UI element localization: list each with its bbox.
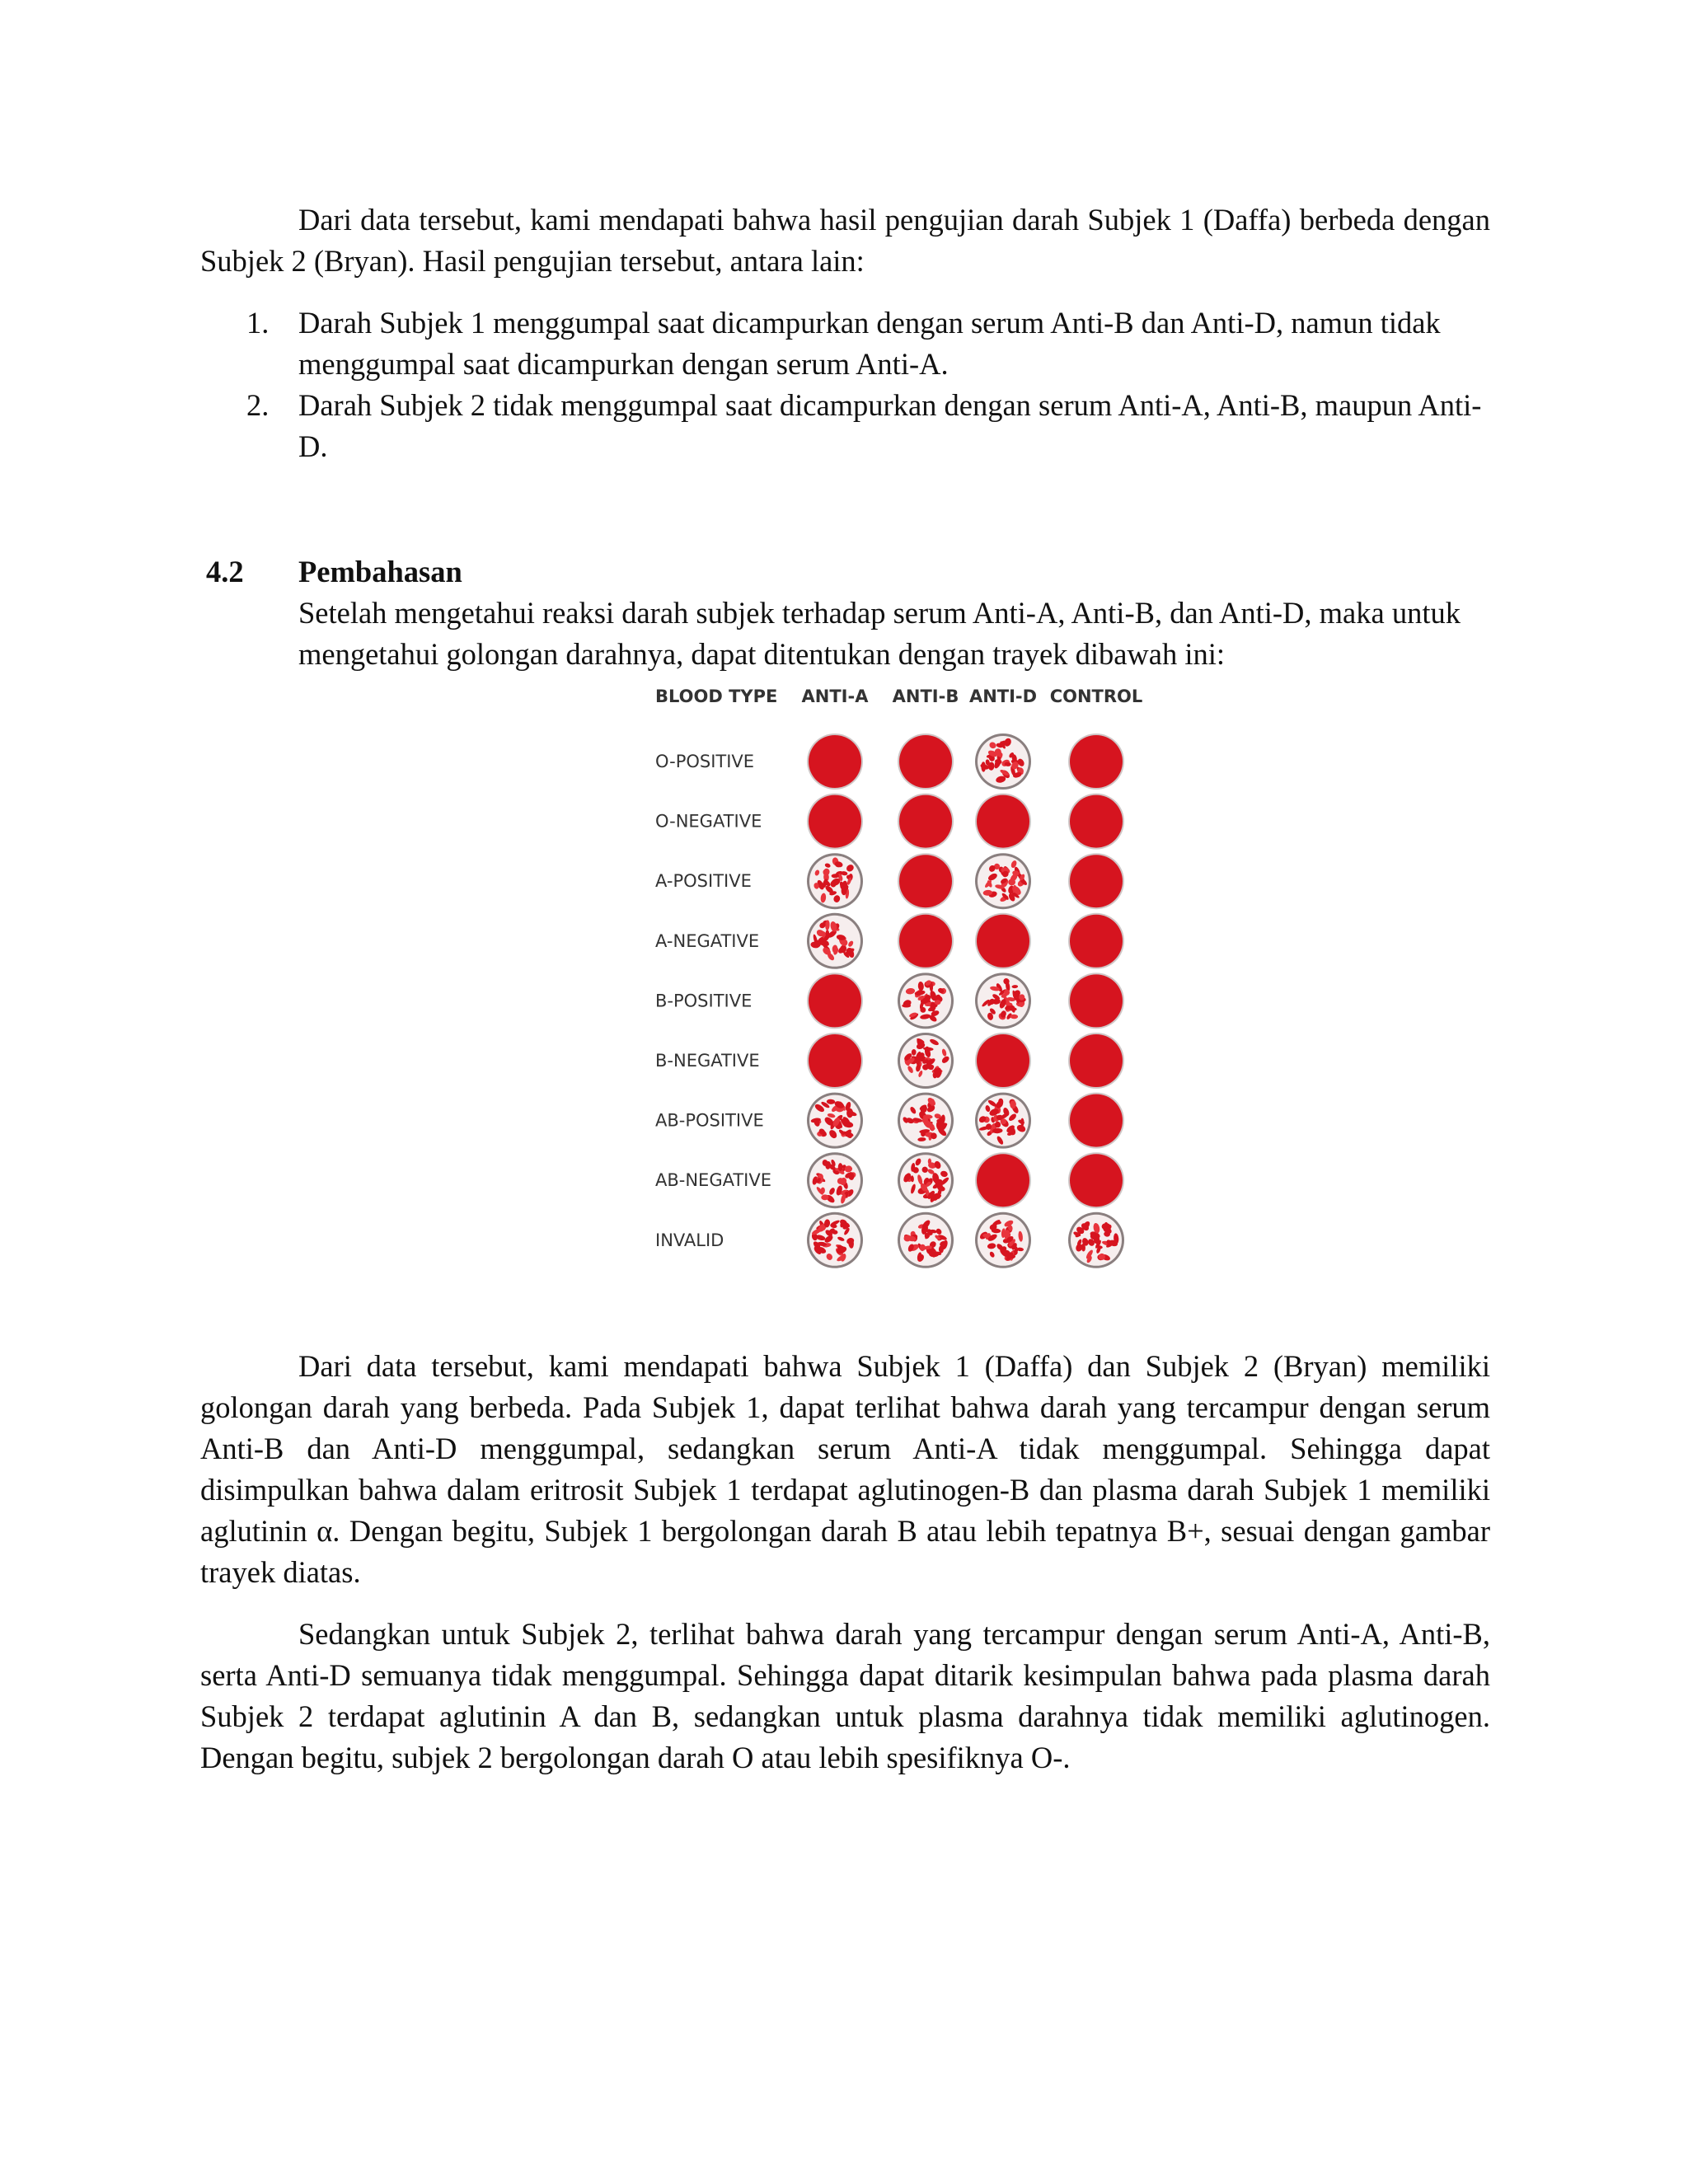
section-heading: [206, 551, 462, 593]
unclumped-well: [1068, 733, 1124, 790]
unclumped-well: [898, 794, 954, 850]
clumped-well: [898, 1033, 954, 1089]
blood-fill: [977, 915, 1029, 968]
blood-fill: [1070, 735, 1123, 788]
blood-fill: [1070, 1154, 1123, 1207]
row-label: A-NEGATIVE: [655, 930, 760, 951]
unclumped-well: [898, 913, 954, 969]
list-number: 2.: [246, 388, 270, 422]
blood-fill: [809, 974, 861, 1027]
unclumped-well: [898, 733, 954, 790]
clumped-well: [898, 972, 954, 1029]
clumped-well: [807, 1093, 863, 1149]
clump-particle: [928, 1159, 931, 1165]
unclumped-well: [1068, 913, 1124, 969]
clumped-well: [898, 1093, 954, 1149]
unclumped-well: [807, 733, 863, 790]
blood-fill: [899, 855, 952, 907]
blood-fill: [899, 795, 952, 848]
blood-fill: [1070, 855, 1123, 907]
chart-header-blood-type: BLOOD TYPE: [655, 687, 778, 706]
blood-fill: [809, 1034, 861, 1087]
chart-header-anti-b: ANTI-B: [892, 687, 959, 706]
list-number: 1.: [246, 306, 270, 340]
list-item: [200, 302, 1490, 385]
blood-fill: [977, 795, 1029, 848]
paragraph-discussion-2: Sedangkan untuk Subjek 2, terlihat bahwa darah yang tercampur dengan serum Anti-A, Anti-B, serta Anti-D semuanya tidak menggumpal. Sehingga dapat ditarik kesimpulan bahwa pada plasma darah Subjek 2 terdapat aglutinin A dan B, sedangkan untuk plasma darahnya tidak memiliki aglutinogen. Dengan begitu, subjek 2 bergolongan darah O atau lebih spesifiknya O-.: [200, 1617, 1490, 1774]
clump-particle: [902, 1004, 911, 1007]
chart-header-anti-d: ANTI-D: [968, 687, 1038, 706]
unclumped-well: [975, 1033, 1031, 1089]
row-label: O-NEGATIVE: [655, 811, 762, 832]
blood-fill: [1070, 1034, 1123, 1087]
clumped-well: [1068, 1212, 1124, 1268]
section-number: 4.2: [206, 555, 244, 588]
blood-fill: [1070, 915, 1123, 968]
unclumped-well: [975, 913, 1031, 969]
unclumped-well: [1068, 853, 1124, 909]
unclumped-well: [1068, 972, 1124, 1029]
clumped-well: [807, 853, 863, 909]
row-label: INVALID: [655, 1230, 724, 1250]
blood-fill: [809, 795, 861, 848]
row-label: B-POSITIVE: [655, 991, 753, 1011]
unclumped-well: [807, 794, 863, 850]
blood-fill: [977, 1154, 1029, 1207]
row-label: A-POSITIVE: [655, 871, 752, 892]
blood-fill: [1070, 795, 1123, 848]
chart-header-control: CONTROL: [1049, 687, 1143, 706]
row-label: B-NEGATIVE: [655, 1051, 760, 1071]
result-list: [200, 302, 1490, 467]
row-label: O-POSITIVE: [655, 752, 755, 771]
clumped-well: [975, 972, 1031, 1029]
clumped-well: [898, 1212, 954, 1268]
unclumped-well: [975, 794, 1031, 850]
blood-fill: [899, 735, 952, 788]
unclumped-well: [898, 853, 954, 909]
row-label: AB-NEGATIVE: [655, 1170, 771, 1191]
clump-particle: [998, 1099, 1003, 1105]
clumped-well: [975, 1093, 1031, 1149]
unclumped-well: [1068, 1033, 1124, 1089]
blood-type-chart: [643, 684, 1154, 1277]
unclumped-well: [1068, 1093, 1124, 1149]
clumped-well: [975, 853, 1031, 909]
section-title: Pembahasan: [298, 555, 462, 588]
unclumped-well: [1068, 794, 1124, 850]
clumped-well: [807, 1152, 863, 1208]
list-item: [200, 385, 1490, 467]
clumped-well: [898, 1152, 954, 1208]
clumped-well: [807, 1212, 863, 1268]
clumped-well: [975, 733, 1031, 790]
paragraph-intro: Dari data tersebut, kami mendapati bahwa hasil pengujian darah Subjek 1 (Daffa) berbeda dengan Subjek 2 (Bryan). Hasil pengujian tersebut, antara lain:: [200, 203, 1490, 278]
row-label: AB-POSITIVE: [655, 1110, 764, 1131]
unclumped-well: [975, 1152, 1031, 1208]
paragraph-discussion-1: Dari data tersebut, kami mendapati bahwa Subjek 1 (Daffa) dan Subjek 2 (Bryan) memiliki golongan darah yang berbeda. Pada Subjek 1, dapat terlihat bahwa darah yang tercampur dengan serum Anti-B dan Anti-D menggumpal, sedangkan serum Anti-A tidak menggumpal. Sehingga dapat disimpulkan bahwa dalam eritrosit Subjek 1 terdapat aglutinogen-B dan plasma darah Subjek 1 memiliki aglutinin α. Dengan begitu, Subjek 1 bergolongan darah B atau lebih tepatnya B+, sesuai dengan gambar trayek diatas.: [200, 1349, 1490, 1589]
section-intro: Setelah mengetahui reaksi darah subjek terhadap serum Anti-A, Anti-B, dan Anti-D, maka untuk mengetahui golongan darahnya, dapat ditentukan dengan trayek dibawah ini:: [298, 596, 1461, 671]
unclumped-well: [807, 972, 863, 1029]
blood-fill: [1070, 974, 1123, 1027]
blood-fill: [809, 735, 861, 788]
blood-fill: [977, 1034, 1029, 1087]
list-text: Darah Subjek 1 menggumpal saat dicampurkan dengan serum Anti-B dan Anti-D, namun tidak menggumpal saat dicampurkan dengan serum Anti-A.: [298, 306, 1441, 381]
clump-particle: [832, 874, 839, 878]
blood-fill: [1070, 1094, 1123, 1147]
clumped-well: [975, 1212, 1031, 1268]
unclumped-well: [807, 1033, 863, 1089]
clumped-well: [807, 913, 863, 969]
chart-header-anti-a: ANTI-A: [801, 687, 869, 706]
blood-type-chart-svg: [643, 684, 1154, 1277]
blood-fill: [899, 915, 952, 968]
unclumped-well: [1068, 1152, 1124, 1208]
list-text: Darah Subjek 2 tidak menggumpal saat dicampurkan dengan serum Anti-A, Anti-B, maupun Anti-D.: [298, 388, 1482, 463]
